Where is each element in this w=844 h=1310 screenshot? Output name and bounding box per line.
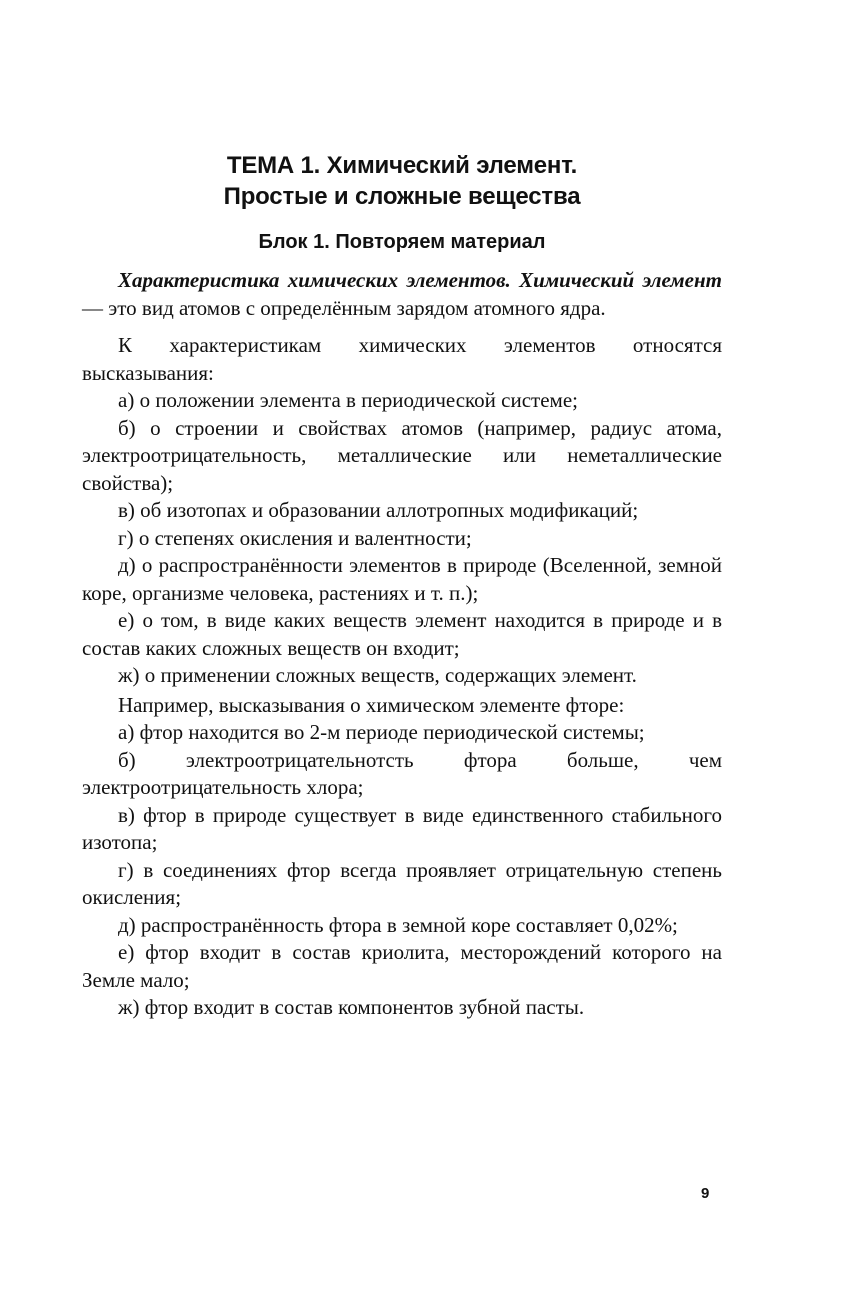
example-lead: Например, высказывания о химическом элементе фторе: <box>118 692 625 717</box>
topic-title-line-1: ТЕМА 1. Химический элемент. <box>226 152 578 179</box>
intro-paragraph <box>82 267 722 322</box>
intro-italic-term: Характеристика химических элементов. Химический элемент <box>118 268 722 292</box>
characteristic-item: ж) о применении сложных веществ, содержащих элемент. <box>118 663 637 687</box>
intro-definition: — это вид атомов с определённым зарядом атомного ядра. <box>82 295 606 320</box>
block-heading: Блок 1. Повторяем материал <box>258 231 546 253</box>
example-item: д) распространённость фтора в земной коре составляет 0,02%; <box>118 912 678 937</box>
body-text <box>82 267 722 1022</box>
characteristic-item: е) о том, в виде каких веществ элемент находится в природе и в состав каких сложных веществ он входит; <box>82 608 722 660</box>
characteristic-item: г) о степенях окисления и валентности; <box>118 525 472 550</box>
example-item: г) в соединениях фтор всегда проявляет отрицательную степень окисления; <box>82 857 722 909</box>
example-item: а) фтор находится во 2-м периоде периодической системы; <box>118 720 645 744</box>
example-item: ж) фтор входит в состав компонентов зубной пасты. <box>118 995 585 1019</box>
characteristics-lead: К характеристикам химических элементов относятся высказывания: <box>82 333 722 385</box>
topic-title-line-2: Простые и сложные вещества <box>223 183 581 210</box>
characteristic-item: д) о распространённости элементов в природе (Вселенной, земной коре, организме человека, растениях и т. п.); <box>82 553 722 605</box>
example-item: е) фтор входит в состав криолита, месторождений которого на Земле мало; <box>82 940 722 992</box>
characteristic-item: в) об изотопах и образовании аллотропных модификаций; <box>118 498 639 522</box>
topic-title <box>82 150 722 212</box>
characteristic-item: а) о положении элемента в периодической системе; <box>118 388 578 412</box>
example-item: б) электроотрицательнотсть фтора больше, чем электроотрицательность хлора; <box>82 747 722 799</box>
page-number: 9 <box>701 1185 710 1202</box>
example-item: в) фтор в природе существует в виде единственного стабильного изотопа; <box>82 802 722 854</box>
characteristic-item: б) о строении и свойствах атомов (например, радиус атома, электроотрицательность, металлические или неметаллические свойства); <box>82 415 722 495</box>
